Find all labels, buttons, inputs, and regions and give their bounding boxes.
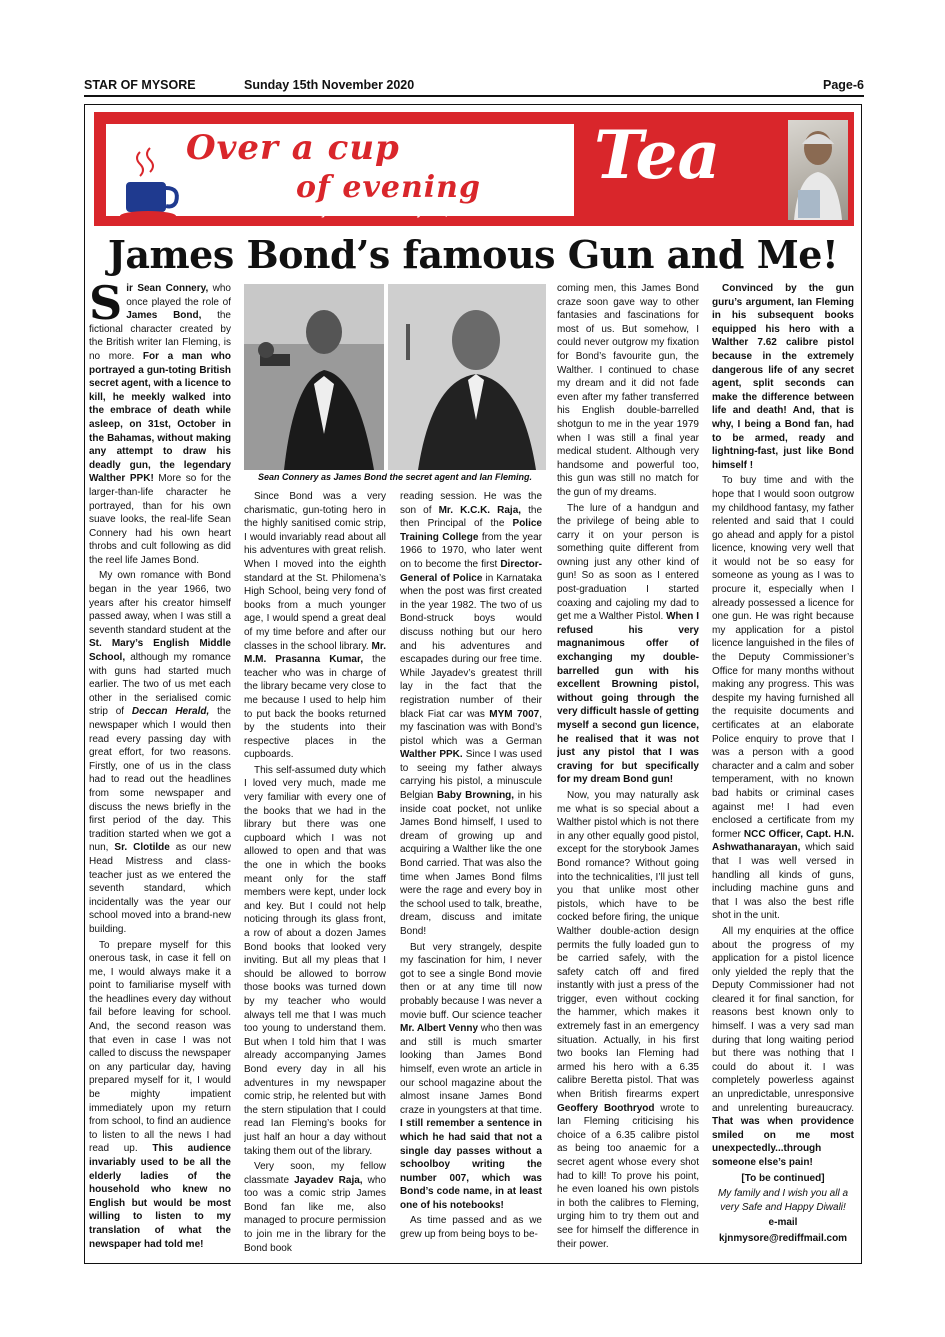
issue-date: Sunday 15th November 2020 — [244, 78, 415, 92]
header-rule — [84, 95, 864, 97]
article-column-3: reading session. He was the son of Mr. K.C.K. Raja, the then Principal of the Police Training College from the year 1966 to 1970, who later went on to become the first Director-General of Police in Karnataka when the post was first created in the year 1982. The two of us Bond-struck boys would discuss nothing but our hero and his adventures and escapades during our free time. While Jayadev’s greatest thrill lay in the fact that the registration number of their black Fiat car was MYM 7007, my fascination was with Bond’s pistol which was a German Walther PPK. Since I was used to seeing my father always carrying his pistol, a minuscule Belgian Baby Browning, in his inside coat pocket, not unlike James Bond himself, I used to dream of growing up and acquiring a Walther like the one Bond carried. That was also the time when James Bond films were the rage and every boy in the school used to talk, breathe, dream, discuss and imitate Bond! But very strangely, despite my fascination for him, I never got to see a single Bond movie then or at any time till now probably because I was never a movie buff. Our science teacher Mr. Albert Venny who then was and still is much smarter looking than James Bond himself, even wrote an article in our school magazine about the almost insane James Bond craze in youngsters at that time. I still remember a sentence in which he had said that not a single day passes without a schoolboy writing the number 007, which was Bond’s code name, in at least one of his notebooks! As time passed and as we grew up from being boys to be- — [400, 491, 542, 1241]
sean-connery-photo — [244, 284, 384, 470]
page-number: Page-6 — [823, 78, 864, 92]
article-column-4: coming men, this James Bond craze soon gave way to other fantasies and fascinations for most of us. But somehow, I could never outgrow my fixation for Bond’s favourite gun, the Walther. I continued to chase my dream and it did not fade even after my father transferred his English double-barrelled shotgun to me in the year 1979 when I was still a final year medical student. Although very handsome and powerful too, this gun was still no match for the gun of my dreams. The lure of a handgun and the privilege of being able to carry it on your person is something quite different from owning just any other kind of gun! So as soon as I entered post-graduation I started coaxing and cajoling my dad to get me a Walther Pistol. When I refused his very magnanimous offer of exchanging my double-barrelled gun with his excellent Browning pistol, without going through the very difficult hassle of getting myself a second gun licence, he realised that it was not just any pistol that I was craving for but specifically for my dream Bond gun! Now, you may naturally ask me what is so special about a Walther pistol which is not there in any other equally good pistol, except for the storybook James Bond romance? Without going into the technicalities, I’ll just tell you that unlike most other pistols, which have to be cocked before firing, the unique Walther double-action design permits the fully loaded gun to be carried safely, with the safety catch off and fired instantly with just a press of the trigger, even without cocking the hammer, which makes it extremely fast in an emergency situation. Actually, in his first two books Ian Fleming had armed his hero with a 6.35 calibre Beretta pistol. That was when British firearms expert Geoffery Boothryod wrote to Ian Fleming criticising his choice of a 6.35 calibre pistol as being too anaemic for a secret agent whose every shot had to kill! To prove his point, he even loaned his own pistols in both the calibres to Fleming, urging him to try them out and see for himself the difference in their power. — [557, 283, 699, 1250]
teacup-icon — [118, 146, 188, 226]
byline: By Dr. K. Javeed Nayeem, MD — [314, 206, 469, 218]
article-column-5: Convinced by the gun guru’s argument, Ian Fleming in his subsequent books equipped his hero with a Walther 7.62 calibre pistol because in the extremely dangerous life of any secret agent, split seconds can make the difference between life and death! And, that is why, I being a Bond fan, had to be armed, ready and lightning-fast, just like Bond himself ! To buy time and with the hope that I would soon outgrow my childhood fantasy, my father relented and said that I could go ahead and apply for a pistol licence, knowing very well that it would not be so easy for someone as young as I was to procure it, especially when I already possessed a licence for one gun. He was right because my application for a pistol licence languished in the files of the Deputy Commissioner’s Office for many months without making any progress. This was despite my having furnished all the requisite documents and certificates at an elaborate Police enquiry to prove that I was a person with a good character and a calm and sober temperament, with no known bad habits or criminal cases against me! I had even enclosed a certificate from my former NCC Officer, Capt. H.N. Ashwathanarayan, which said that I was well versed in handling all kinds of guns, including machine guns and that I was also the best rifle shot in the unit. All my enquiries at the office about the progress of my application for a pistol licence only yielded the reply that the Deputy Commissioner had not cleared it for final sanction, for reasons best known only to himself. I was a very sad man during that long waiting period but there was nothing that I could do about it. I was completely powerless against an unpredictable, unresponsive and unrelenting bureaucracy. That was when providence smiled on me most unexpectedly...through someone else’s pain! [To be continued] My family and I wish you all a very Safe and Happy Diwali! e-mail kjnmysore@rediffmail.com — [712, 283, 854, 1244]
banner-line-2: of evening — [296, 170, 481, 205]
article-headline: James Bond’s famous Gun and Me! — [107, 232, 839, 277]
to-be-continued: [To be continued] — [741, 1172, 825, 1184]
masthead — [84, 78, 864, 94]
banner-line-1: Over a cup — [186, 128, 400, 168]
column-banner — [94, 112, 854, 226]
author-email[interactable]: kjnmysore@rediffmail.com — [718, 1232, 848, 1244]
banner-title-panel — [106, 124, 574, 216]
article-column-2: Since Bond was a very charismatic, gun-toting hero in the highly sanitised comic strip, I would invariably read about all his adventures with great relish. When I moved into the eighth standard at the St. Philomena’s High School, being very fond of books from a much younger age, I would spend a great deal of my time before and after our classes in the school library. Mr. M.M. Prasanna Kumar, the teacher who was in charge of the library became very close to me because I used to help him to put back the books returned by the students into their respective places in the cupboards. This self-assumed duty which I loved very much, made me very familiar with every one of the books that we had in the library but there was one cupboard which I was not allowed to open and that was the one in which the books meant only for the staff members were kept, under lock and key. But I could not help noticing through its glass front, a row of about a dozen James Bond books that looked very inviting. But all my pleas that I should be allowed to borrow those books was turned down by my teacher who would always tell me that I was much too young to understand them. But when I told him that I was already accompanying James Bond every day in all his adventures in my newspaper comic strip, he relented but with the stern stipulation that I could read Ian Fleming’s books for just half an hour a day without taking them out of the library. Very soon, my fellow classmate Jayadev Raja, who too was a comic strip James Bond fan like me, also managed to procure permission to join me in the library for the Bond book — [244, 491, 386, 1254]
article-column-1: Sir Sean Connery, who once played the role of James Bond, the fictional character created by the British writer Ian Fleming, is no more. For a man who portrayed a gun-toting British secret agent, with a licence to kill, he meekly walked into the embrace of death while asleep, on 31st, October in the Bahamas, without making any attempt to draw his deadly gun, the legendary Walther PPK! More so for the larger-than-life character he portrayed, than for his own suave looks, the real-life Sean Connery had his own heart throbs and cult following as did the reel life James Bond. My own romance with Bond began in the year 1966, two years after his creator himself passed away, when I was still a seventh standard student at the St. Mary’s English Middle School, although my romance with guns had started much earlier. The two of us met each other in the serialised comic strip of Deccan Herald, the newspaper which I would then read every passing day with great effort, for two reasons. Firstly, one of us in the class had to read out the headlines from some newspaper and discuss the news briefly in the first period of the day. This tradition started when we got a nun, Sr. Clotilde as our new Head Mistress and class-teacher just as we entered the seventh standard, which incidentally was the year our school moved into a brand-new building. To prepare myself for this onerous task, in case it fell on me, I would always make it a point to familiarise myself with the headlines every day without fail before leaving for school. And, the second reason was that even in case I was not called to discuss the newspaper on any particular day, having prepared myself for it, I would be mighty impatient immediately upon my return from school, to find an audience to listen to all the news I had read up. This audience invariably used to be all the elderly ladies of the household who knew no English but would be most willing to listen to my translation of what the newspaper had told me! — [89, 282, 231, 1250]
ian-fleming-photo — [388, 284, 546, 470]
email-label: e-mail — [768, 1217, 798, 1229]
photo-caption: Sean Connery as James Bond the secret agent and Ian Fleming. — [257, 472, 533, 482]
author-photo — [788, 120, 848, 220]
banner-word-tea: Tea — [594, 116, 721, 194]
drop-cap: S — [89, 282, 123, 330]
diwali-wish: My family and I wish you all a very Safe and Happy Diwali! — [717, 1188, 849, 1213]
paper-name: STAR OF MYSORE — [84, 78, 196, 92]
